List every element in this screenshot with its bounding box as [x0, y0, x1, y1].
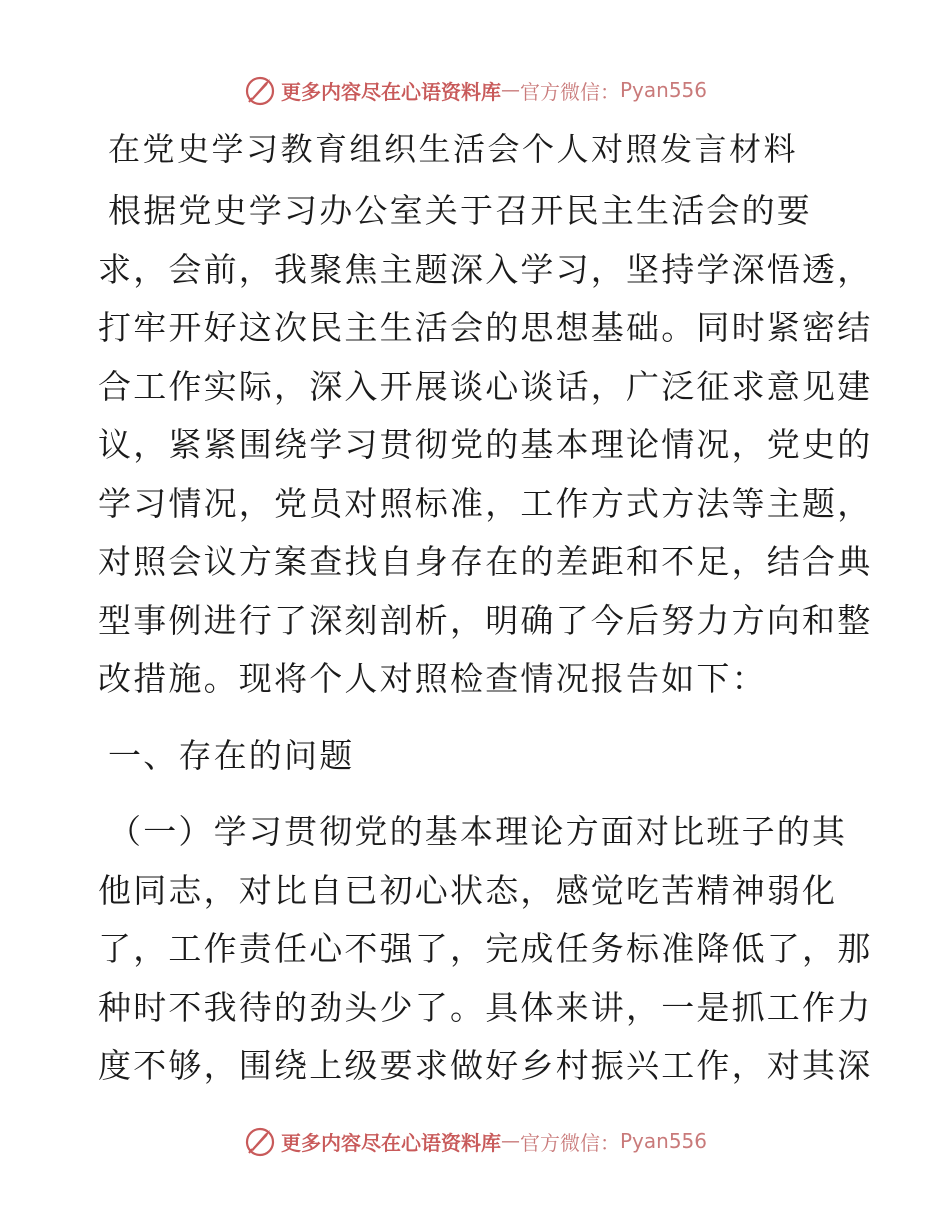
watermark-handle: Pyan556 [619, 78, 707, 102]
watermark-main-text: 更多内容尽在心语资料库 [280, 79, 501, 104]
paragraph-line: 改措施。现将个人对照检查情况报告如下： [98, 659, 767, 698]
watermark-wechat-label: 官方微信： [519, 79, 620, 104]
quill-pen-logo-icon [243, 1124, 277, 1158]
document-title: 在党史学习教育组织生活会个人对照发言材料 [108, 130, 799, 168]
paragraph-line: 合工作实际，深入开展谈心谈话，广泛征求意见建 [98, 366, 873, 406]
paragraph-line: 了，工作责任心不强了，完成任务标准降低了，那 [98, 929, 873, 968]
paragraph-line: 型事例进行了深刻剖析，明确了今后努力方向和整 [98, 600, 873, 640]
paragraph-line: 种时不我待的劲头少了。具体来讲，一是抓工作力 [98, 987, 873, 1027]
section-heading: 一、存在的问题 [108, 735, 355, 775]
watermark-main-text: 更多内容尽在心语资料库 [280, 1130, 501, 1155]
paragraph-line: 打牢开好这次民主生活会的思想基础。同时紧密结 [98, 308, 873, 347]
paragraph-line: 议，紧紧围绕学习贯彻党的基本理论情况，党史的 [98, 425, 873, 464]
paragraph-line: 他同志，对比自已初心状态，感觉吃苦精神弱化 [98, 870, 838, 910]
intro-paragraph [98, 182, 873, 709]
watermark-separator: — [500, 79, 520, 101]
paragraph-line: 学习情况，党员对照标准，工作方式方法等主题， [98, 483, 873, 523]
paragraph-line: 根据党史学习办公室关于召开民主生活会的要 [108, 191, 812, 230]
subsection-paragraph [98, 803, 873, 1096]
paragraph-line: 求，会前，我聚焦主题深入学习，坚持学深悟透， [98, 249, 873, 289]
watermark-banner-bottom [0, 1121, 950, 1161]
paragraph-line: 度不够，围绕上级要求做好乡村振兴工作，对其深 [98, 1046, 873, 1085]
document-body [98, 118, 873, 1096]
paragraph-line: 对照会议方案查找自身存在的差距和不足，结合典 [98, 542, 873, 581]
watermark-banner-top [0, 70, 950, 110]
watermark-separator: — [500, 1130, 520, 1152]
watermark-handle: Pyan556 [619, 1129, 707, 1153]
paragraph-line: （一）学习贯彻党的基本理论方面对比班子的其 [108, 812, 848, 851]
quill-pen-logo-icon [243, 73, 277, 107]
watermark-wechat-label: 官方微信： [519, 1130, 620, 1155]
